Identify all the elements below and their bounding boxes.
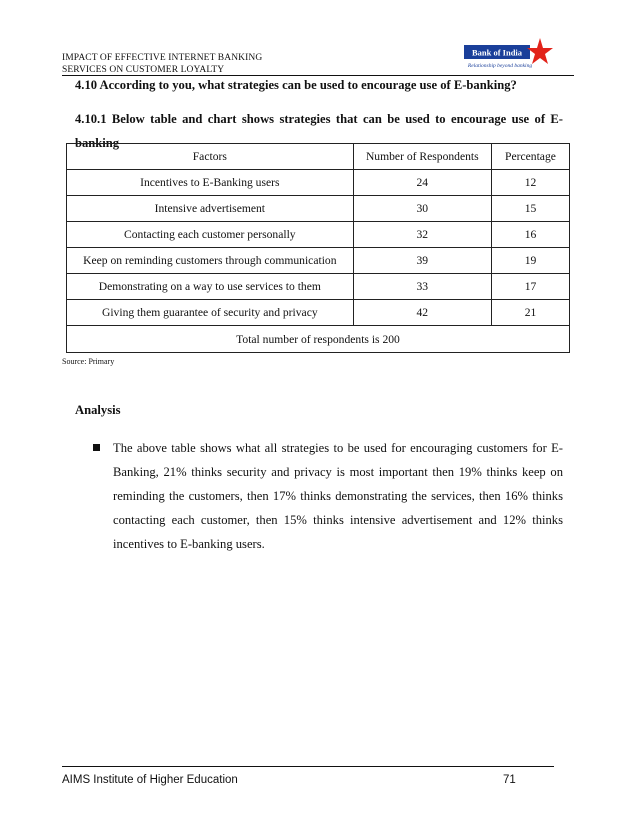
- cell-percentage: 12: [491, 170, 569, 196]
- cell-respondents: 24: [353, 170, 491, 196]
- cell-percentage: 15: [491, 196, 569, 222]
- header-line-2: SERVICES ON CUSTOMER LOYALTY: [62, 65, 225, 75]
- analysis-text: The above table shows what all strategies to be used for encouraging customers for E-Banking, 21% thinks security and privacy is most important then 19% thinks keep on reminding the customers, then 17% thinks demonstrating the services, then 16% thinks contacting each customer, then 15% thinks intensive advertisement and 12% thinks incentives to E-banking users.: [113, 441, 563, 551]
- cell-factor: Keep on reminding customers through communication: [67, 248, 354, 274]
- bank-of-india-logo: [462, 36, 554, 70]
- cell-percentage: 16: [491, 222, 569, 248]
- cell-factor: Intensive advertisement: [67, 196, 354, 222]
- cell-percentage: 17: [491, 274, 569, 300]
- table-row: [67, 274, 570, 300]
- footer-institution: AIMS Institute of Higher Education: [62, 774, 238, 786]
- cell-factor: Demonstrating on a way to use services to them: [67, 274, 354, 300]
- list-item: [93, 436, 563, 556]
- table-header-row: [67, 144, 570, 170]
- running-header: [62, 52, 262, 76]
- logo-name: Bank of India: [471, 47, 523, 58]
- cell-percentage: 19: [491, 248, 569, 274]
- header-line-1: IMPACT OF EFFECTIVE INTERNET BANKING: [62, 53, 263, 63]
- header-divider: [62, 75, 574, 76]
- total-respondents: Total number of respondents is 200: [67, 326, 570, 353]
- table-row: [67, 248, 570, 274]
- cell-respondents: 30: [353, 196, 491, 222]
- cell-factor: Incentives to E-Banking users: [67, 170, 354, 196]
- logo-star-icon: [527, 38, 553, 64]
- square-bullet-icon: [93, 444, 100, 451]
- table-row: [67, 196, 570, 222]
- cell-factor: Contacting each customer personally: [67, 222, 354, 248]
- section-title: 4.10 According to you, what strategies can be used to encourage use of E-banking?: [75, 78, 517, 92]
- table-row: [67, 300, 570, 326]
- header-factors: Factors: [67, 144, 354, 170]
- header-percentage: Percentage: [491, 144, 569, 170]
- cell-respondents: 39: [353, 248, 491, 274]
- footer-divider: [62, 766, 554, 767]
- cell-respondents: 42: [353, 300, 491, 326]
- cell-respondents: 33: [353, 274, 491, 300]
- cell-factor: Giving them guarantee of security and privacy: [67, 300, 354, 326]
- table-row: [67, 170, 570, 196]
- table-row: [67, 222, 570, 248]
- table-total-row: [67, 326, 570, 353]
- analysis-heading: Analysis: [75, 403, 121, 417]
- strategies-table: [66, 143, 570, 353]
- source-note: Source: Primary: [62, 357, 115, 366]
- page-number: 71: [503, 774, 516, 786]
- subsection-title: 4.10.1 Below table and chart shows strategies that can be used to encourage use of E-banking: [75, 112, 563, 150]
- cell-respondents: 32: [353, 222, 491, 248]
- cell-percentage: 21: [491, 300, 569, 326]
- logo-tagline: Relationship beyond banking: [467, 63, 533, 69]
- analysis-list: [93, 436, 563, 556]
- header-respondents: Number of Respondents: [353, 144, 491, 170]
